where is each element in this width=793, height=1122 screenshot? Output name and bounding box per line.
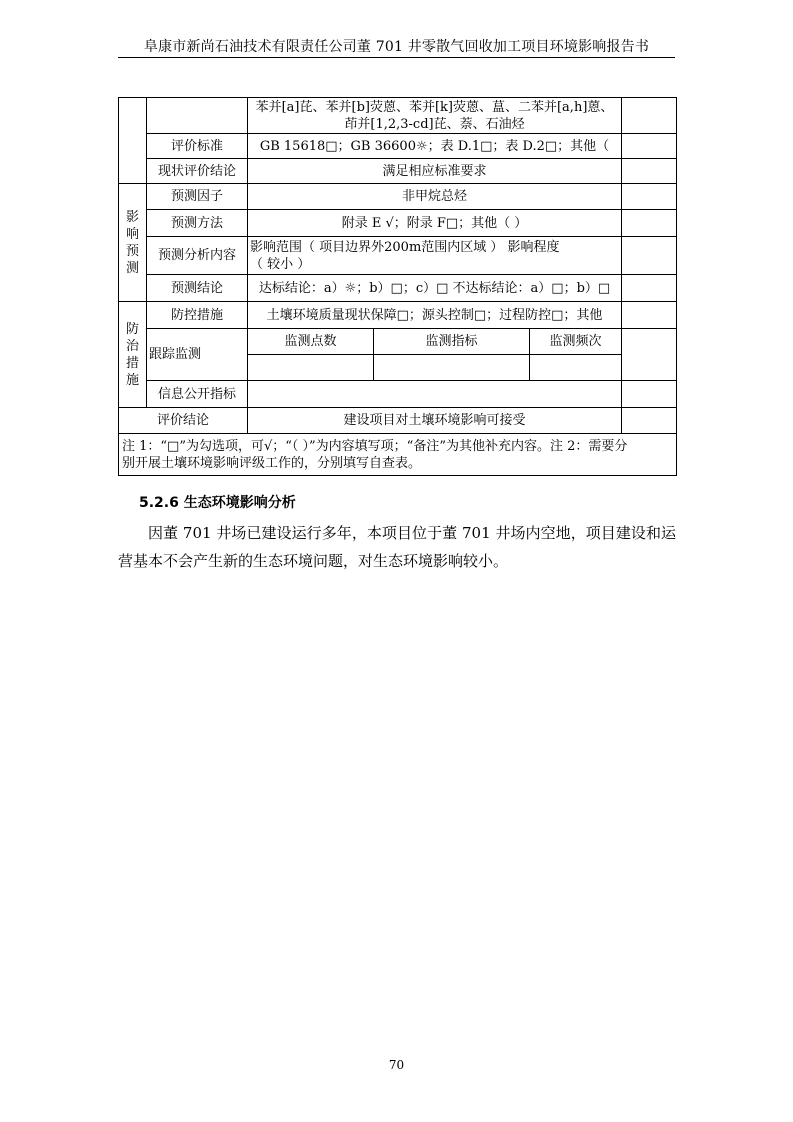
info-disclosure-value — [248, 381, 622, 408]
section-title: 5.2.6 生态环境影响分析 — [139, 495, 296, 511]
info-disclosure-label: 信息公开指标 — [147, 381, 248, 408]
status-value: 满足相应标准要求 — [248, 159, 622, 184]
pollutant-list — [248, 98, 622, 134]
empty-cell — [622, 329, 677, 381]
empty-cell — [622, 302, 677, 329]
page-header: 阜康市新尚石油技术有限责任公司董 701 井零散气回收加工项目环境影响报告书 — [143, 39, 650, 55]
group-cell-top — [119, 98, 147, 184]
table-note — [119, 434, 677, 476]
empty-cell — [622, 275, 677, 302]
pollutants-line-1: 苯并[a]芘、苯并[b]荧蒽、苯并[k]荧蒽、蒀、二苯并[a,h]蒽、 — [255, 99, 614, 115]
soil-assessment-table — [118, 97, 677, 476]
header-rule — [118, 57, 675, 58]
empty-label-cell — [147, 98, 248, 134]
col-monitor-indicators: 监测指标 — [374, 329, 530, 355]
standard-label: 评价标准 — [147, 134, 248, 159]
empty-cell — [622, 184, 677, 210]
group-impact-text: 影响预测 — [125, 209, 139, 276]
group-prevention — [119, 302, 147, 408]
factor-label: 预测因子 — [147, 184, 248, 210]
control-label: 防控措施 — [147, 302, 248, 329]
group-impact-prediction — [119, 184, 147, 302]
group-prevention-text: 防治措施 — [125, 321, 139, 388]
method-label: 预测方法 — [147, 210, 248, 237]
tracking-label: 跟踪监测 — [147, 329, 248, 381]
monitor-points-value — [248, 355, 374, 381]
empty-cell — [622, 134, 677, 159]
analysis-value — [248, 237, 622, 275]
status-label: 现状评价结论 — [147, 159, 248, 184]
note-line-2: 别开展土壤环境影响评级工作的，分别填写自查表。 — [122, 455, 422, 471]
empty-cell — [622, 408, 677, 434]
empty-cell — [622, 210, 677, 237]
empty-cell — [622, 159, 677, 184]
method-value: 附录 E √；附录 F□；其他（ ） — [248, 210, 622, 237]
analysis-label: 预测分析内容 — [147, 237, 248, 275]
standard-value: GB 15618□；GB 36600☼；表 D.1□；表 D.2□；其他（ — [248, 134, 622, 159]
conclusion-label: 预测结论 — [147, 275, 248, 302]
evaluation-label: 评价结论 — [119, 408, 248, 434]
conclusion-value: 达标结论：a）☼；b）□；c）□ 不达标结论：a）□；b）□ — [248, 275, 622, 302]
analysis-line-2: （ 较小 ） — [250, 256, 311, 272]
monitor-indicators-value — [374, 355, 530, 381]
empty-cell — [622, 381, 677, 408]
analysis-line-1: 影响范围（ 项目边界外200m范围内区域 ） 影响程度 — [250, 239, 560, 255]
pollutants-line-2: 茚并[1,2,3-cd]芘、萘、石油烃 — [344, 116, 525, 132]
section-paragraph: 因董 701 井场已建设运行多年，本项目位于董 701 井场内空地，项目建设和运营基本不会产生新的生态环境问题，对生态环境影响较小。 — [118, 524, 676, 570]
note-line-1: 注 1：“□”为勾选项，可√；“（ ）”为内容填写项；“备注”为其他补充内容。注 2：需要分 — [122, 438, 628, 454]
col-monitor-frequency: 监测频次 — [530, 329, 622, 355]
monitor-frequency-value — [530, 355, 622, 381]
evaluation-value: 建设项目对土壤环境影响可接受 — [248, 408, 622, 434]
empty-cell — [622, 237, 677, 275]
col-monitor-points: 监测点数 — [248, 329, 374, 355]
empty-cell — [622, 98, 677, 134]
control-value: 土壤环境质量现状保障□；源头控制□；过程防控□；其他 — [248, 302, 622, 329]
factor-value: 非甲烷总烃 — [248, 184, 622, 210]
page-number: 70 — [388, 1058, 405, 1072]
